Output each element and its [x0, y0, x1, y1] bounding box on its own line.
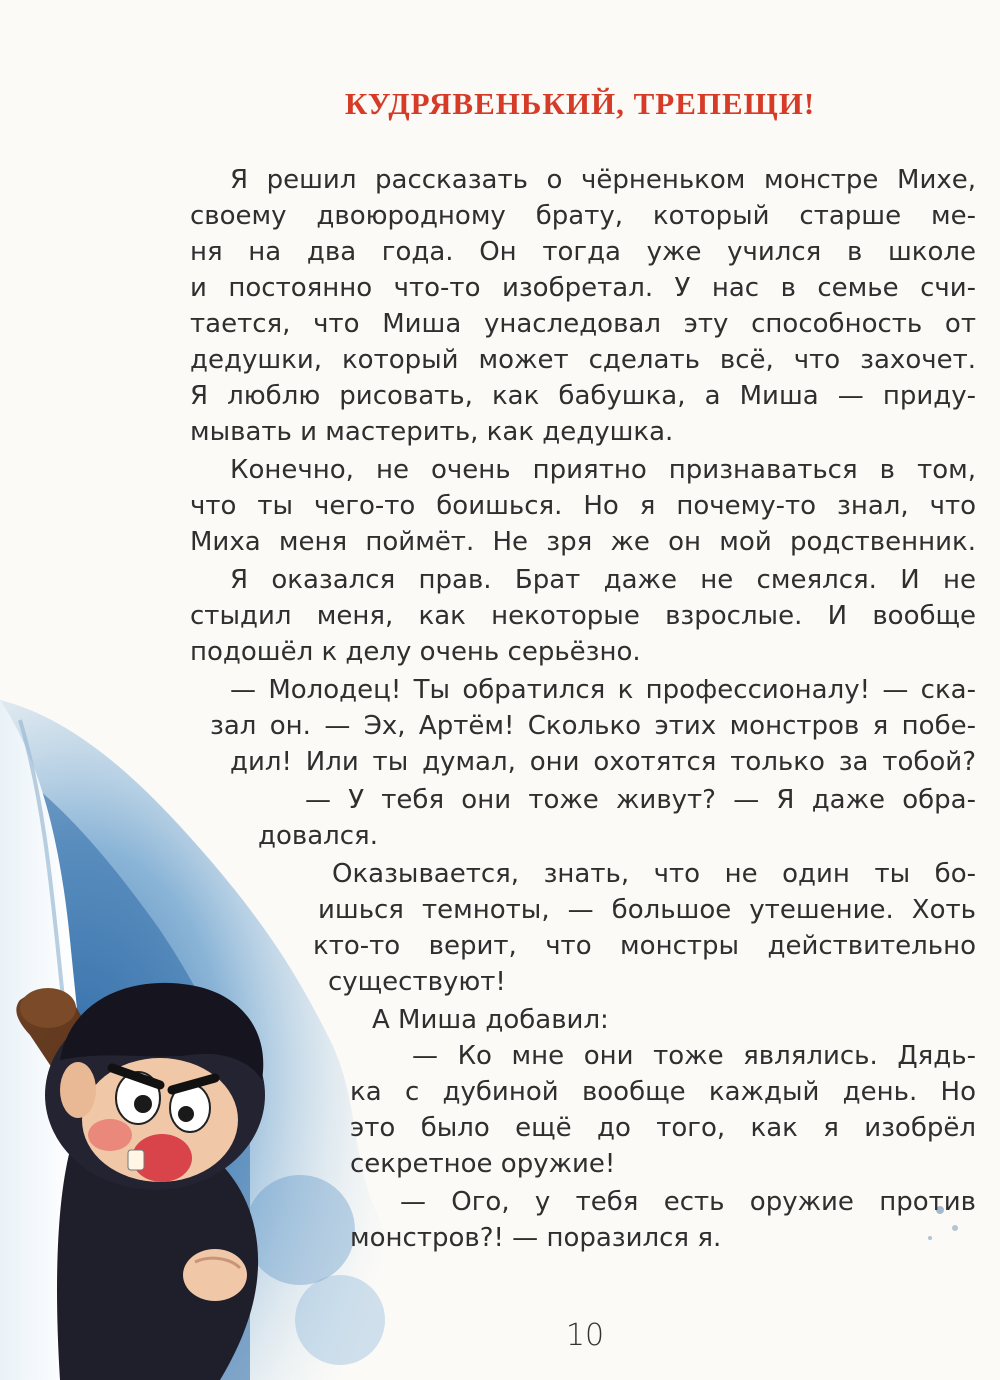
- text-line: монстров?! — поразился я.: [350, 1223, 722, 1253]
- text-line: — Ого, у тебя есть оружие против: [400, 1187, 976, 1217]
- text-line: существуют!: [328, 967, 506, 997]
- text-line: тается, что Миша унаследовал эту способность от: [190, 309, 976, 339]
- text-line: секретное оружие!: [350, 1149, 616, 1179]
- text-line: зал он. — Эх, Артём! Сколько этих монстров я побе-: [210, 711, 976, 741]
- text-line: кто-то верит, что монстры действительно: [313, 931, 976, 961]
- text-line: стыдил меня, как некоторые взрослые. И вообще: [190, 601, 976, 631]
- text-line: — Молодец! Ты обратился к профессионалу! — ска-: [230, 675, 976, 705]
- text-line: — У тебя они тоже живут? — Я даже обра-: [305, 785, 976, 815]
- text-line: своему двоюродному брату, который старше ме-: [190, 201, 976, 231]
- text-line: мывать и мастерить, как дедушка.: [190, 417, 674, 447]
- text-line: А Миша добавил:: [372, 1005, 609, 1035]
- text-line: Конечно, не очень приятно признаваться в том,: [230, 455, 976, 485]
- page-number: 10: [565, 1318, 605, 1353]
- text-line: Я оказался прав. Брат даже не смеялся. И не: [230, 565, 976, 595]
- text-line: дедушки, который может сделать всё, что захочет.: [190, 345, 976, 375]
- text-line: ка с дубиной вообще каждый день. Но: [350, 1077, 976, 1107]
- text-line: Миха меня поймёт. Не зря же он мой родственник.: [190, 527, 976, 557]
- text-line: это было ещё до того, как я изобрёл: [350, 1113, 976, 1143]
- text-line: Я решил рассказать о чёрненьком монстре Михе,: [230, 165, 976, 195]
- text-line: и постоянно что-то изобретал. У нас в семье счи-: [190, 273, 976, 303]
- text-line: — Ко мне они тоже являлись. Дядь-: [412, 1041, 976, 1071]
- text-line: подошёл к делу очень серьёзно.: [190, 637, 641, 667]
- text-line: дил! Или ты думал, они охотятся только за тобой?: [230, 747, 976, 777]
- text-line: ня на два года. Он тогда уже учился в школе: [190, 237, 976, 267]
- text-line: ишься темноты, — большое утешение. Хоть: [318, 895, 976, 925]
- chapter-title: КУДРЯВЕНЬКИЙ, ТРЕПЕЩИ!: [344, 86, 816, 121]
- text-line: Оказывается, знать, что не один ты бо-: [332, 859, 976, 889]
- text-line: что ты чего-то боишься. Но я почему-то знал, что: [190, 491, 976, 521]
- text-line: довался.: [258, 821, 378, 851]
- text-line: Я люблю рисовать, как бабушка, а Миша — приду-: [190, 381, 976, 411]
